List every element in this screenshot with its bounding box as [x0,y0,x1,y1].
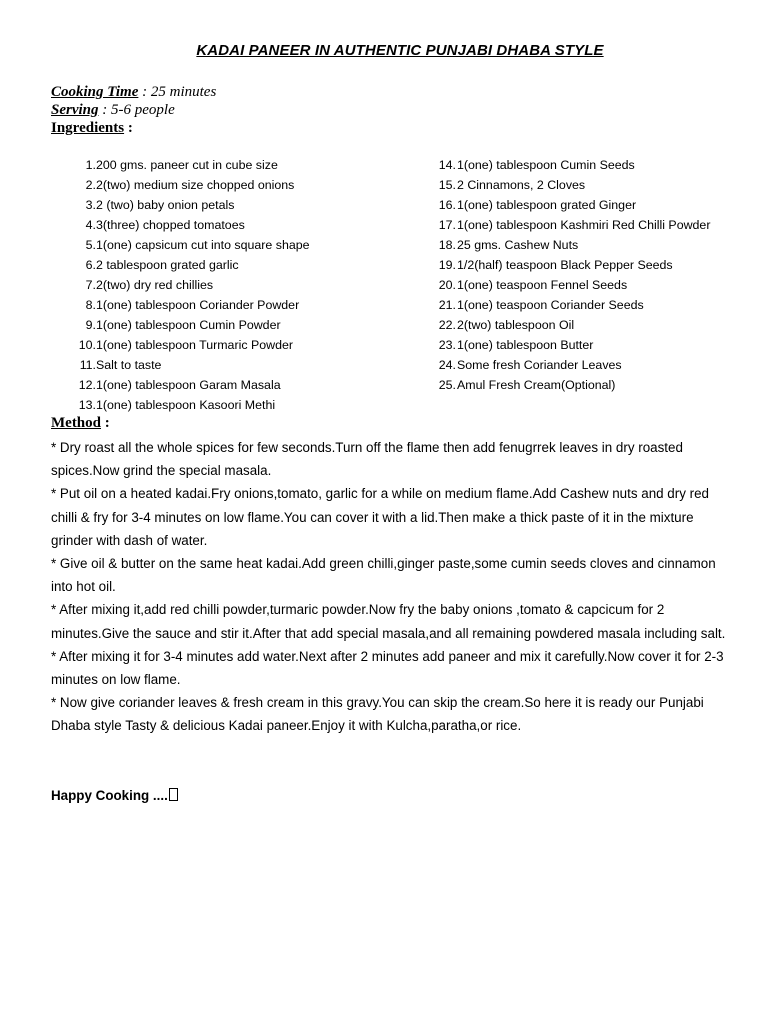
method-heading-label: Method [51,415,101,431]
item-text: 1(one) tablespoon Turmaric Powder [96,338,293,352]
cooking-time-label: Cooking Time [51,84,139,100]
item-number: 24. [438,358,456,372]
list-item [426,355,756,375]
item-number: 20. [438,278,456,292]
method-heading [51,415,110,432]
item-text: 1(one) tablespoon Cumin Seeds [457,158,635,172]
item-number: 12. [78,378,96,392]
method-step: * Give oil & butter on the same heat kadai.Add green chilli,ginger paste,some cumin seeds cloves and cinnamon into hot oil. [51,556,716,595]
item-number: 1. [85,158,96,172]
item-text: Some fresh Coriander Leaves [457,358,622,372]
method-step: * Dry roast all the whole spices for few seconds.Turn off the flame then add fenugrrek leaves in dry roasted spices.Now grind the special masala. [51,440,683,479]
item-text: 1/2(half) teaspoon Black Pepper Seeds [457,258,673,272]
ingredients-list-left [60,155,420,415]
method-step: * After mixing it,add red chilli powder,turmaric powder.Now fry the baby onions ,tomato & capcicum for 2 minutes.Give the sauce and stir it.After that add special masala,and all remaining powdered masala including salt. [51,602,726,641]
item-number: 22. [438,318,456,332]
item-text: 1(one) teaspoon Fennel Seeds [457,278,628,292]
item-number: 5. [85,238,96,252]
cooking-time [51,84,216,101]
item-text: 2(two) dry red chillies [96,278,214,292]
page-title: KADAI PANEER IN AUTHENTIC PUNJABI DHABA STYLE [196,42,604,59]
method-step: * Now give coriander leaves & fresh cream in this gravy.You can skip the cream.So here it is ready our Punjabi Dhaba style Tasty & delicious Kadai paneer.Enjoy it with Kulcha,paratha,or rice. [51,695,704,734]
item-text: 2 tablespoon grated garlic [96,258,239,272]
list-item [60,175,420,195]
ingredients-heading [51,120,133,137]
item-text: 3(three) chopped tomatoes [96,218,245,232]
list-item [426,215,756,235]
item-text: 2(two) medium size chopped onions [96,178,295,192]
list-item [60,355,420,375]
item-number: 7. [85,278,96,292]
list-item [60,335,420,355]
item-text: 25 gms. Cashew Nuts [457,238,579,252]
item-text: 1(one) tablespoon Cumin Powder [96,318,281,332]
list-item [426,195,756,215]
list-item [426,235,756,255]
serving-label: Serving [51,102,99,118]
list-item [426,375,756,395]
item-text: 2 (two) baby onion petals [96,198,235,212]
method-heading-colon: : [101,415,110,431]
item-text: 2 Cinnamons, 2 Cloves [457,178,586,192]
list-item [60,295,420,315]
list-item [426,295,756,315]
serving-value: : 5-6 people [98,102,175,118]
item-text: 200 gms. paneer cut in cube size [96,158,278,172]
item-text: 1(one) tablespoon Coriander Powder [96,298,300,312]
cooking-time-value: : 25 minutes [138,84,217,100]
item-text: Amul Fresh Cream(Optional) [457,378,616,392]
serving [51,102,175,119]
item-text: 1(one) tablespoon Butter [457,338,594,352]
item-number: 18. [438,238,456,252]
item-number: 23. [438,338,456,352]
item-number: 25. [438,378,456,392]
item-number: 14. [438,158,456,172]
ingredients-heading-colon: : [124,120,133,136]
item-text: 1(one) tablespoon Kashmiri Red Chilli Powder [457,218,711,232]
item-number: 9. [85,318,96,332]
item-text: Salt to taste [96,358,162,372]
item-number: 19. [438,258,456,272]
item-text: 1(one) tablespoon grated Ginger [457,198,637,212]
closing-line [51,788,178,803]
item-text: 1(one) teaspoon Coriander Seeds [457,298,644,312]
item-text: 1(one) tablespoon Garam Masala [96,378,281,392]
list-item [60,275,420,295]
list-item [426,155,756,175]
closing-text: Happy Cooking .... [51,788,168,803]
item-text: 1(one) capsicum cut into square shape [96,238,310,252]
list-item [426,175,756,195]
list-item [60,315,420,335]
item-number: 8. [85,298,96,312]
missing-glyph-box-icon [169,788,178,801]
method-step: * Put oil on a heated kadai.Fry onions,tomato, garlic for a while on medium flame.Add Cashew nuts and dry red chilli & fry for 3-4 minutes on low flame.You can cover it with a lid.Then make a thick paste of it in the mixture grinder with dash of water. [51,486,709,548]
item-number: 11. [79,358,96,372]
item-text: 1(one) tablespoon Kasoori Methi [96,398,276,412]
item-number: 21. [438,298,456,312]
list-item [426,315,756,335]
list-item [60,155,420,175]
list-item [60,235,420,255]
item-number: 3. [85,198,96,212]
item-text: 2(two) tablespoon Oil [457,318,575,332]
list-item [60,195,420,215]
item-number: 17. [438,218,456,232]
item-number: 10. [78,338,96,352]
ingredients-list-right [426,155,756,395]
list-item [60,255,420,275]
item-number: 2. [85,178,96,192]
list-item [426,255,756,275]
item-number: 13. [78,398,96,412]
method-steps [51,436,731,738]
item-number: 16. [438,198,456,212]
method-step: * After mixing it for 3-4 minutes add water.Next after 2 minutes add paneer and mix it carefully.Now cover it for 2-3 minutes on low flame. [51,648,724,688]
item-number: 6. [85,258,96,272]
list-item [60,395,420,415]
list-item [60,215,420,235]
ingredients-heading-label: Ingredients [51,120,125,136]
list-item [60,375,420,395]
list-item [426,275,756,295]
list-item [426,335,756,355]
item-number: 4. [85,218,96,232]
item-number: 15. [438,178,456,192]
